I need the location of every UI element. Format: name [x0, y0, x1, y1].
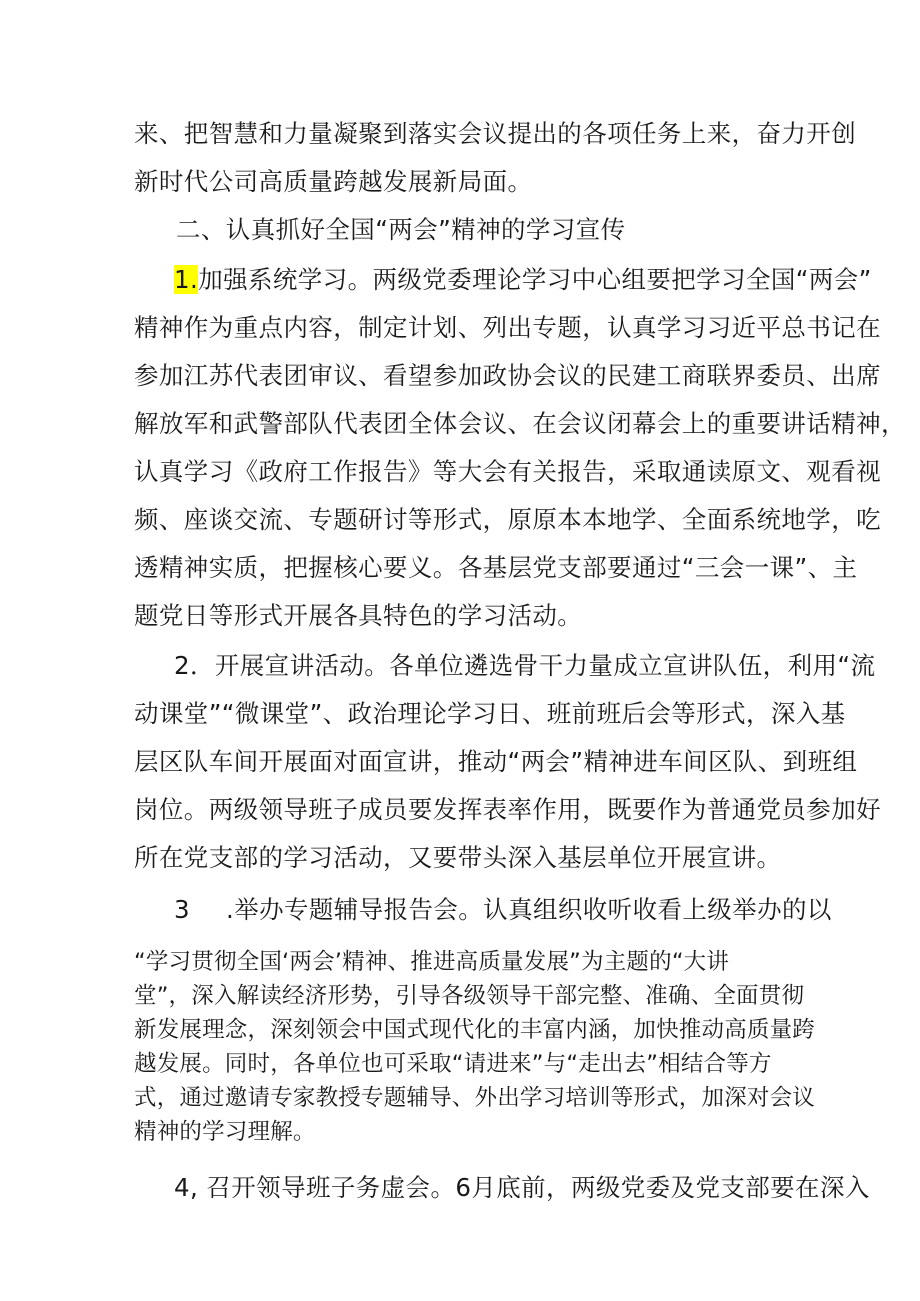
text-line: 题党日等形式开展各具特色的学习活动。	[134, 601, 583, 630]
text-line: 动课堂”“微课堂”、政治理论学习日、班前班后会等形式，深入基	[134, 699, 846, 728]
highlighted-number: 1.	[174, 265, 199, 294]
text-line: 新时代公司高质量跨越发展新局面。	[134, 167, 533, 196]
text-line: 参加江苏代表团审议、看望参加政协会议的民建工商联界委员、出席	[134, 361, 881, 390]
paragraph-2-first-line: 2．开展宣讲活动。各单位遴选骨干力量成立宣讲队伍，利用“流	[174, 651, 876, 680]
paragraph-1-first-line	[174, 262, 872, 298]
text-line: “学习贯彻全国‘两会’精神、推进高质量发展”为主题的“大讲	[134, 949, 730, 975]
text-line: 精神的学习理解。	[134, 1119, 316, 1145]
text-line: 透精神实质，把握核心要义。各基层党支部要通过“三会一课”、主	[134, 553, 858, 582]
paragraph-3-number: 3	[174, 895, 190, 924]
paragraph-4-first-line: 4, 召开领导班子务虚会。6月底前，两级党委及党支部要在深入	[174, 1173, 870, 1202]
text-line: 越发展。同时，各单位也可采取“请进来”与“走出去”相结合等方	[134, 1051, 772, 1077]
section-heading: 二、认真抓好全国“两会”精神的学习宣传	[176, 215, 626, 244]
text-line: 精神作为重点内容，制定计划、列出专题，认真学习习近平总书记在	[134, 313, 881, 342]
text-line: 所在党支部的学习活动，又要带头深入基层单位开展宣讲。	[134, 843, 782, 872]
text-line: 式，通过邀请专家教授专题辅导、外出学习培训等形式，加深对会议	[134, 1085, 816, 1111]
text-line: 来、把智慧和力量凝聚到落实会议提出的各项任务上来，奋力开创	[134, 119, 857, 148]
text-line: 新发展理念，深刻领会中国式现代化的丰富内涵，加快推动高质量跨	[134, 1017, 816, 1043]
text-line: 堂”，深入解读经济形势，引导各级领导干部完整、准确、全面贯彻	[134, 983, 805, 1009]
text-line: 层区队车间开展面对面宣讲，推动“两会”精神进车间区队、到班组	[134, 747, 858, 776]
text-span: 加强系统学习。两级党委理论学习中心组要把学习全国“两会”	[198, 265, 872, 294]
text-line: 岗位。两级领导班子成员要发挥表率作用，既要作为普通党员参加好	[134, 795, 881, 824]
text-line: 认真学习《政府工作报告》等大会有关报告，采取通读原文、观看视	[134, 457, 881, 486]
paragraph-3-first-line: .举办专题辅导报告会。认真组织收听收看上级举办的以	[226, 895, 832, 924]
text-line: 频、座谈交流、专题研讨等形式，原原本本地学、全面系统地学，吃	[134, 505, 881, 534]
text-line: 解放军和武警部队代表团全体会议、在会议闭幕会上的重要讲话精神，	[134, 409, 906, 438]
